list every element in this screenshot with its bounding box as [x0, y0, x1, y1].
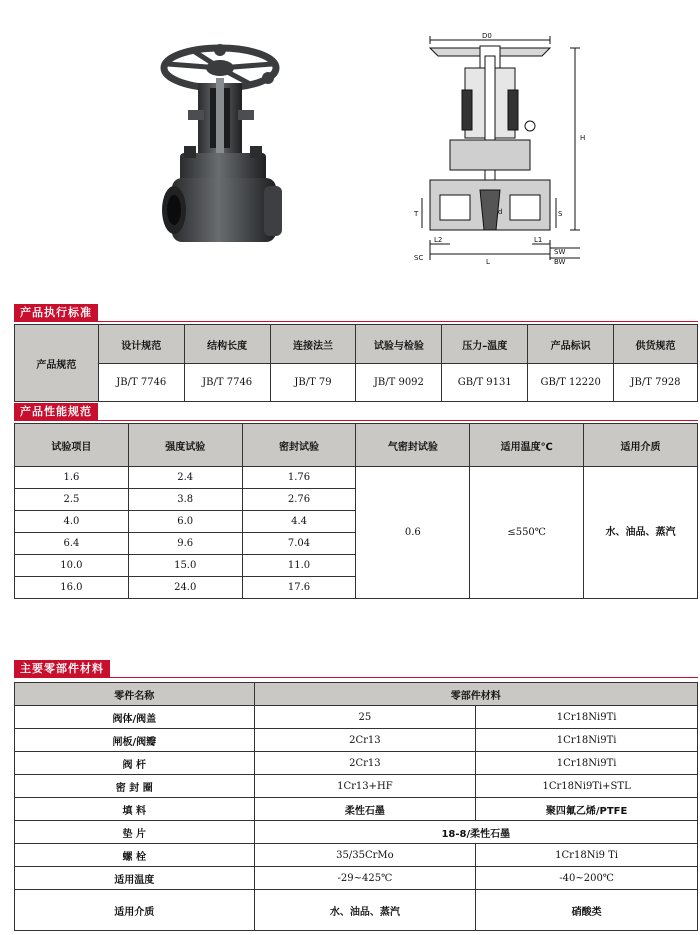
material-cell: 柔性石墨	[254, 798, 476, 821]
value-cell: GB/T 12220	[528, 364, 614, 402]
header-cell: 试验项目	[15, 424, 129, 467]
header-cell: 适用介质	[584, 424, 698, 467]
label-l2: L2	[434, 236, 443, 244]
table-cell: 6.0	[128, 511, 242, 533]
label-d0: D0	[482, 32, 492, 40]
material-cell: -40~200℃	[476, 867, 698, 890]
material-cell: 硝酸类	[476, 890, 698, 931]
part-name: 闸板/阀瓣	[15, 729, 255, 752]
material-cell: -29~425℃	[254, 867, 476, 890]
table-cell: 11.0	[242, 555, 356, 577]
table-cell: 17.6	[242, 577, 356, 599]
temperature-cell: ≤550℃	[470, 467, 584, 599]
section-title-materials: 主要零部件材料	[14, 660, 110, 678]
header-cell: 强度试验	[128, 424, 242, 467]
table-cell: 24.0	[128, 577, 242, 599]
performance-table	[14, 423, 698, 599]
label-bw: BW	[554, 258, 566, 266]
material-cell: 1Cr18Ni9 Ti	[476, 844, 698, 867]
header-cell: 结构长度	[184, 325, 270, 364]
part-name: 垫 片	[15, 821, 255, 844]
label-l: L	[486, 258, 490, 266]
material-cell: 聚四氟乙烯/PTFE	[476, 798, 698, 821]
part-name: 阀体/阀盖	[15, 706, 255, 729]
valve-photo	[150, 38, 298, 258]
label-sw: SW	[554, 248, 566, 256]
row-label: 产品规范	[15, 325, 99, 402]
part-name: 适用温度	[15, 867, 255, 890]
label-sc: SC	[414, 254, 424, 262]
section-title-standards: 产品执行标准	[14, 304, 98, 322]
material-cell: 1Cr18Ni9Ti	[476, 706, 698, 729]
header-cell: 连接法兰	[270, 325, 356, 364]
part-name: 填 料	[15, 798, 255, 821]
material-cell: 35/35CrMo	[254, 844, 476, 867]
value-cell: JB/T 7928	[614, 364, 698, 402]
table-cell: 4.0	[15, 511, 129, 533]
header-cell: 产品标识	[528, 325, 614, 364]
table-cell: 1.76	[242, 467, 356, 489]
value-cell: JB/T 9092	[356, 364, 442, 402]
material-cell: 2Cr13	[254, 729, 476, 752]
label-d: d	[498, 208, 503, 216]
part-name: 螺 栓	[15, 844, 255, 867]
label-t: T	[414, 210, 419, 218]
material-cell: 水、油品、蒸汽	[254, 890, 476, 931]
header-cell: 压力–温度	[442, 325, 528, 364]
header-cell: 设计规范	[98, 325, 184, 364]
section-divider	[14, 420, 698, 421]
header-cell: 适用温度℃	[470, 424, 584, 467]
table-cell: 10.0	[15, 555, 129, 577]
part-name: 阀 杆	[15, 752, 255, 775]
label-l1: L1	[534, 236, 543, 244]
material-cell: 1Cr13+HF	[254, 775, 476, 798]
material-cell: 1Cr18Ni9Ti	[476, 729, 698, 752]
table-cell: 2.5	[15, 489, 129, 511]
table-cell: 7.04	[242, 533, 356, 555]
material-cell: 18-8/柔性石墨	[254, 821, 697, 844]
material-cell: 1Cr18Ni9Ti+STL	[476, 775, 698, 798]
label-s: S	[558, 210, 563, 218]
table-cell: 9.6	[128, 533, 242, 555]
label-h: H	[580, 134, 586, 142]
air-seal-cell: 0.6	[356, 467, 470, 599]
header-cell: 气密封试验	[356, 424, 470, 467]
standards-table	[14, 324, 698, 402]
table-cell: 3.8	[128, 489, 242, 511]
table-cell: 2.4	[128, 467, 242, 489]
table-cell: 2.76	[242, 489, 356, 511]
table-cell: 1.6	[15, 467, 129, 489]
value-cell: JB/T 79	[270, 364, 356, 402]
section-title-performance: 产品性能规范	[14, 403, 98, 421]
header-cell: 零部件材料	[254, 683, 697, 706]
table-cell: 4.4	[242, 511, 356, 533]
material-cell: 25	[254, 706, 476, 729]
table-cell: 15.0	[128, 555, 242, 577]
table-cell: 6.4	[15, 533, 129, 555]
material-cell: 2Cr13	[254, 752, 476, 775]
section-divider	[14, 677, 698, 678]
value-cell: JB/T 7746	[98, 364, 184, 402]
materials-table	[14, 682, 698, 931]
header-cell: 零件名称	[15, 683, 255, 706]
value-cell: GB/T 9131	[442, 364, 528, 402]
header-cell: 试验与检验	[356, 325, 442, 364]
part-name: 密 封 圈	[15, 775, 255, 798]
section-divider	[14, 321, 698, 322]
material-cell: 1Cr18Ni9Ti	[476, 752, 698, 775]
header-cell: 密封试验	[242, 424, 356, 467]
header-cell: 供货规范	[614, 325, 698, 364]
medium-cell: 水、油品、蒸汽	[584, 467, 698, 599]
valve-cross-section-diagram	[410, 30, 590, 270]
value-cell: JB/T 7746	[184, 364, 270, 402]
table-cell: 16.0	[15, 577, 129, 599]
part-name: 适用介质	[15, 890, 255, 931]
